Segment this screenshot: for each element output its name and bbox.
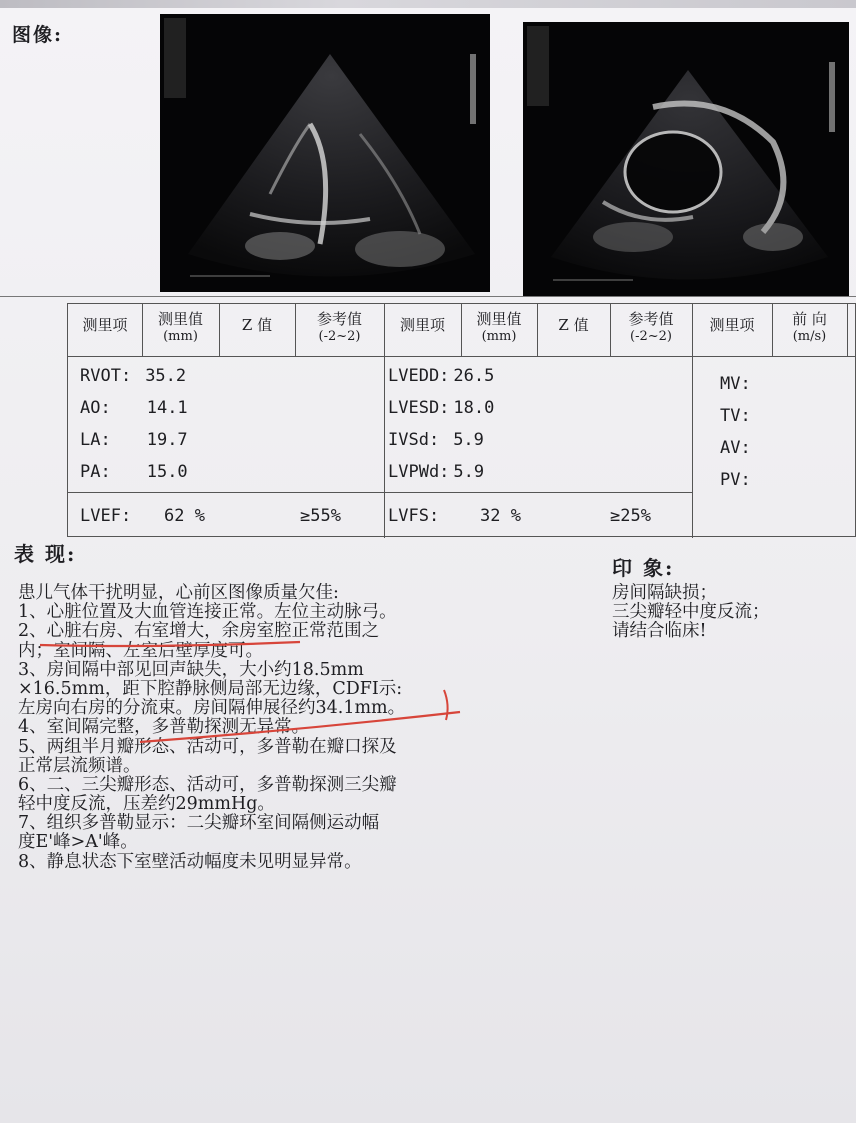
pa-value: 15.0 — [146, 462, 188, 482]
findings-line: 1、心脏位置及大血管连接正常。左位主动脉弓。 — [18, 602, 397, 623]
lvef-label: LVEF: — [80, 506, 132, 526]
ao-label: AO: — [80, 398, 111, 418]
ultrasound-image-1 — [160, 14, 490, 292]
ivsd-value: 5.9 — [453, 430, 484, 450]
lvesd-value: 18.0 — [453, 398, 495, 418]
table-rule — [384, 304, 385, 538]
rvot-value: 35.2 — [145, 366, 187, 386]
findings-line: 4、室间隔完整，多普勒探测无异常。 — [18, 717, 310, 738]
findings-title: 表 现: — [14, 542, 77, 566]
header-value-1 — [142, 310, 219, 346]
ao-value: 14.1 — [146, 398, 188, 418]
la-value: 19.7 — [146, 430, 188, 450]
header-value-2 — [461, 310, 537, 346]
la-label: LA: — [80, 430, 111, 450]
valve-tv: TV: — [720, 406, 751, 426]
lvedd-label: LVEDD: — [388, 366, 450, 386]
header-velocity — [772, 310, 847, 346]
measurement-table — [67, 303, 856, 537]
header-value-1-label: 测里值 — [157, 310, 203, 328]
lvpwd-value: 5.9 — [453, 462, 485, 482]
row-ivsd — [388, 430, 484, 450]
table-rule — [68, 356, 856, 357]
valve-pv: PV: — [720, 470, 751, 490]
header-value-1-unit: (mm) — [163, 329, 198, 344]
findings-line: 轻中度反流，压差约29mmHg。 — [18, 794, 275, 815]
findings-line: 2、心脏右房、右室增大，余房室腔正常范围之 — [18, 621, 380, 642]
findings-line: 内；室间隔、左室后壁厚度可。 — [18, 640, 263, 661]
valve-av: AV: — [720, 438, 751, 458]
ultrasound-image-2-graphic — [523, 22, 849, 296]
ultrasound-image-1-graphic — [160, 14, 490, 292]
valve-mv: MV: — [720, 374, 751, 394]
pa-label: PA: — [80, 462, 111, 482]
findings-line: 正常层流频谱。 — [18, 755, 141, 776]
header-item-1: 测里项 — [82, 316, 128, 334]
lvef-value: 62 % — [164, 506, 205, 526]
ultrasound-image-2 — [523, 22, 849, 296]
pen-tick — [444, 690, 448, 720]
findings-line: 患儿气体干扰明显，心前区图像质量欠佳: — [18, 583, 339, 603]
header-divider — [0, 296, 856, 297]
row-ao — [80, 398, 188, 418]
lvpwd-label: LVPWd: — [388, 462, 450, 482]
row-lvesd — [388, 398, 494, 418]
findings-line: 8、静息状态下室壁活动幅度未见明显异常。 — [18, 851, 362, 872]
findings-line: 7、组织多普勒显示：二尖瓣环室间隔侧运动幅 — [18, 813, 380, 834]
header-value-2-label: 测里值 — [476, 310, 522, 328]
lvfs-label: LVFS: — [388, 506, 440, 526]
top-edge — [0, 0, 856, 8]
header-velocity-unit: (m/s) — [792, 329, 827, 344]
row-pa — [80, 462, 188, 482]
lvef-ref: ≥55% — [300, 506, 341, 526]
header-ref-1 — [295, 310, 384, 346]
table-rule — [68, 492, 692, 493]
lvfs-value: 32 % — [480, 506, 521, 526]
findings-line: 6、二、三尖瓣形态、活动可，多普勒探测三尖瓣 — [18, 774, 397, 795]
row-lvpwd — [388, 462, 484, 482]
lvfs-ref: ≥25% — [610, 506, 651, 526]
header-ref-2-range: (-2~2) — [630, 329, 672, 344]
lvedd-value: 26.5 — [453, 366, 495, 386]
header-value-2-unit: (mm) — [481, 329, 517, 344]
row-lvedd — [388, 366, 494, 386]
impression-line: 三尖瓣轻中度反流； — [612, 602, 770, 623]
impression-text — [612, 584, 770, 642]
lvesd-label: LVESD: — [388, 398, 450, 418]
row-la — [80, 430, 188, 450]
findings-line: 5、两组半月瓣形态、活动可，多普勒在瓣口探及 — [18, 736, 397, 757]
findings-line: 3、房间隔中部见回声缺失，大小约18.5mm — [18, 659, 364, 680]
header-z-2: Z 值 — [558, 316, 589, 334]
row-rvot — [80, 366, 186, 386]
findings-line: 度E'峰>A'峰。 — [18, 832, 138, 853]
table-rule — [692, 304, 693, 538]
header-ref-2-label: 参考值 — [628, 310, 674, 328]
header-ref-1-range: (-2~2) — [318, 329, 361, 344]
ivsd-label: IVSd: — [388, 430, 440, 450]
impression-title: 印 象: — [612, 556, 675, 580]
findings-text — [18, 584, 405, 872]
header-ref-2 — [610, 310, 692, 346]
header-z-1: Z 值 — [241, 316, 273, 334]
table-rule — [847, 304, 848, 356]
impression-line: 请结合临床! — [612, 621, 707, 642]
rvot-label: RVOT: — [80, 366, 132, 386]
header-item-3: 测里项 — [709, 316, 755, 334]
impression-line: 房间隔缺损； — [612, 583, 717, 603]
header-item-2: 测里项 — [399, 316, 445, 334]
header-velocity-label: 前 向 — [792, 310, 827, 328]
findings-line: ×16.5mm，距下腔静脉侧局部无边缘，CDFI示: — [18, 678, 403, 699]
findings-line: 左房向右房的分流束。房间隔伸展径约34.1mm。 — [18, 698, 406, 719]
header-ref-1-label: 参考值 — [316, 310, 362, 328]
images-label: 图像: — [12, 24, 64, 46]
